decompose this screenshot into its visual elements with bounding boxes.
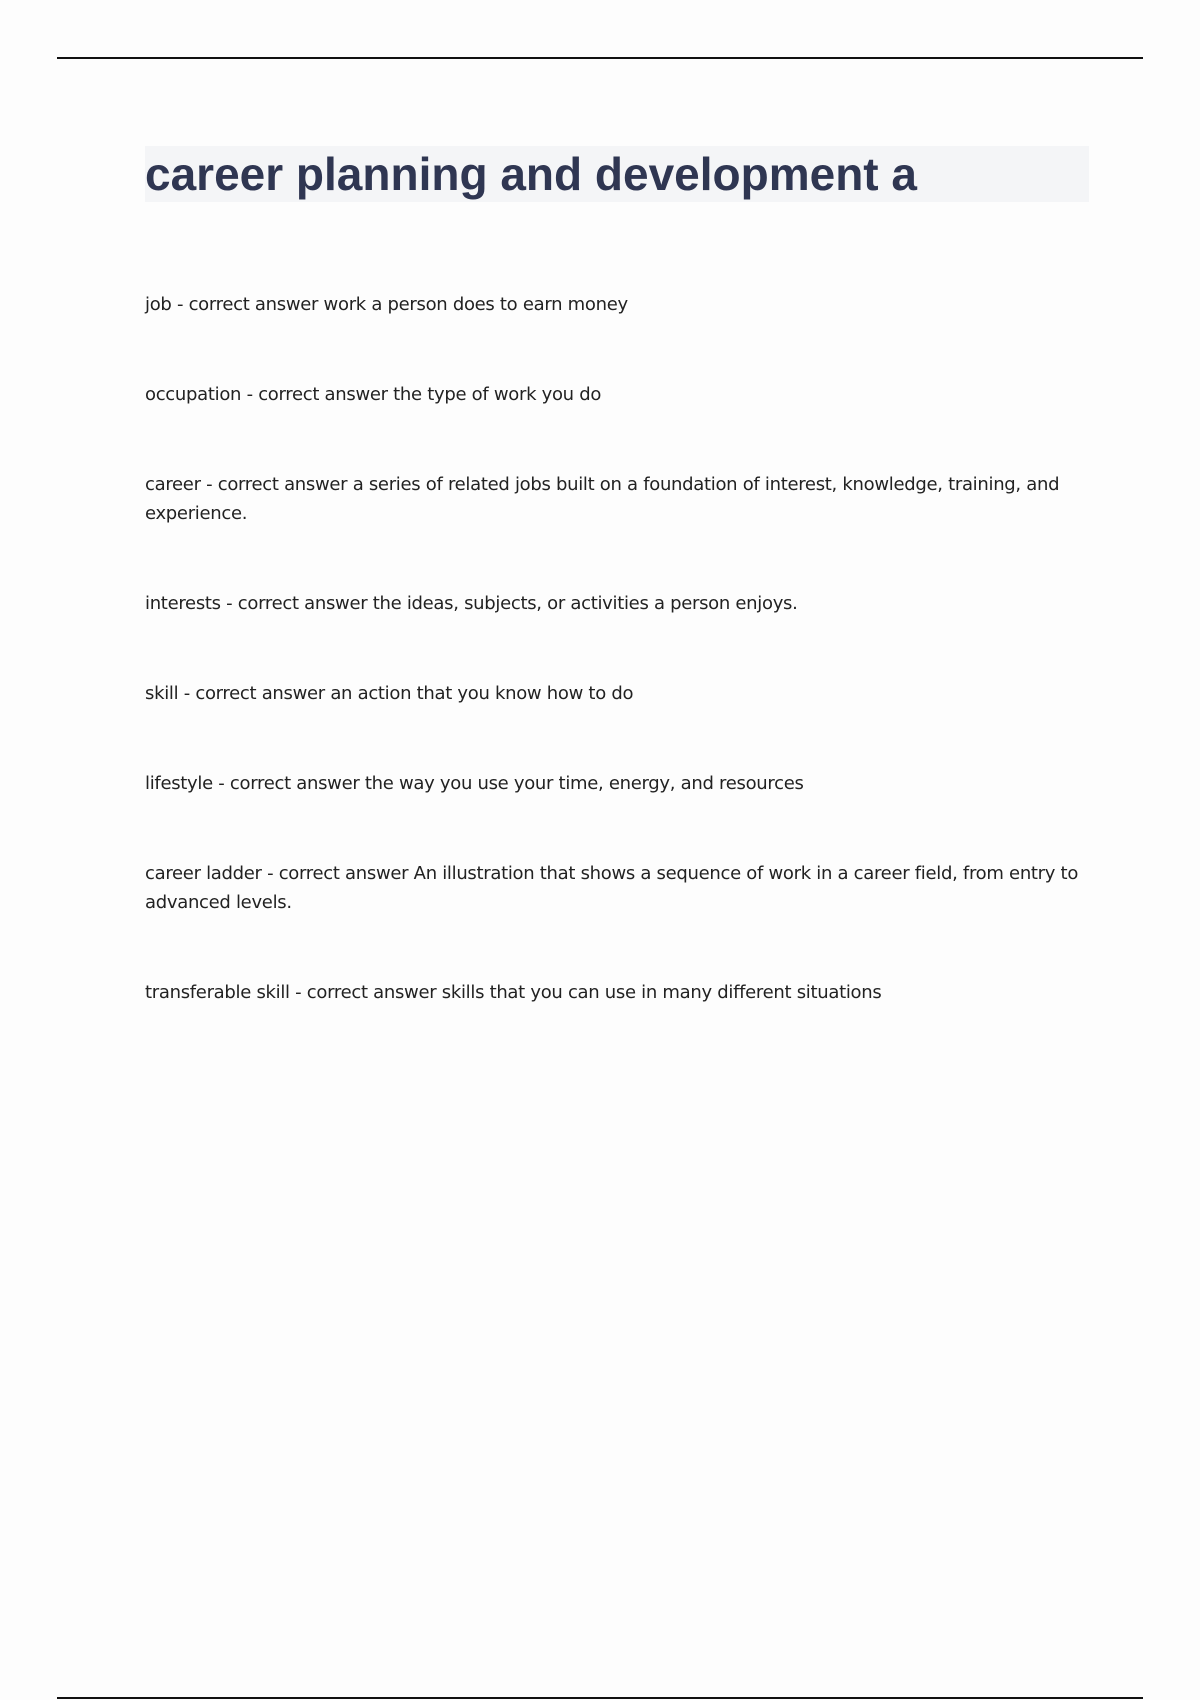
bottom-rule — [57, 1697, 1143, 1699]
definition-lifestyle: lifestyle - correct answer the way you use your time, energy, and resources — [145, 773, 804, 794]
title-banner — [145, 146, 1089, 202]
definition-skill: skill - correct answer an action that you know how to do — [145, 683, 634, 704]
definition-interests: interests - correct answer the ideas, subjects, or activities a person enjoys. — [145, 593, 798, 614]
definition-career: career - correct answer a series of related jobs built on a foundation of interest, knowledge, training, and experience. — [145, 474, 1060, 524]
page-title: career planning and development a — [145, 148, 917, 200]
definition-occupation: occupation - correct answer the type of work you do — [145, 384, 602, 405]
top-rule — [57, 57, 1143, 59]
definition-list — [145, 290, 1090, 1068]
definition-job: job - correct answer work a person does to earn money — [145, 294, 628, 315]
definition-transferable-skill: transferable skill - correct answer skills that you can use in many different situations — [145, 982, 882, 1003]
definition-career-ladder: career ladder - correct answer An illustration that shows a sequence of work in a career field, from entry to advanced levels. — [145, 863, 1079, 913]
